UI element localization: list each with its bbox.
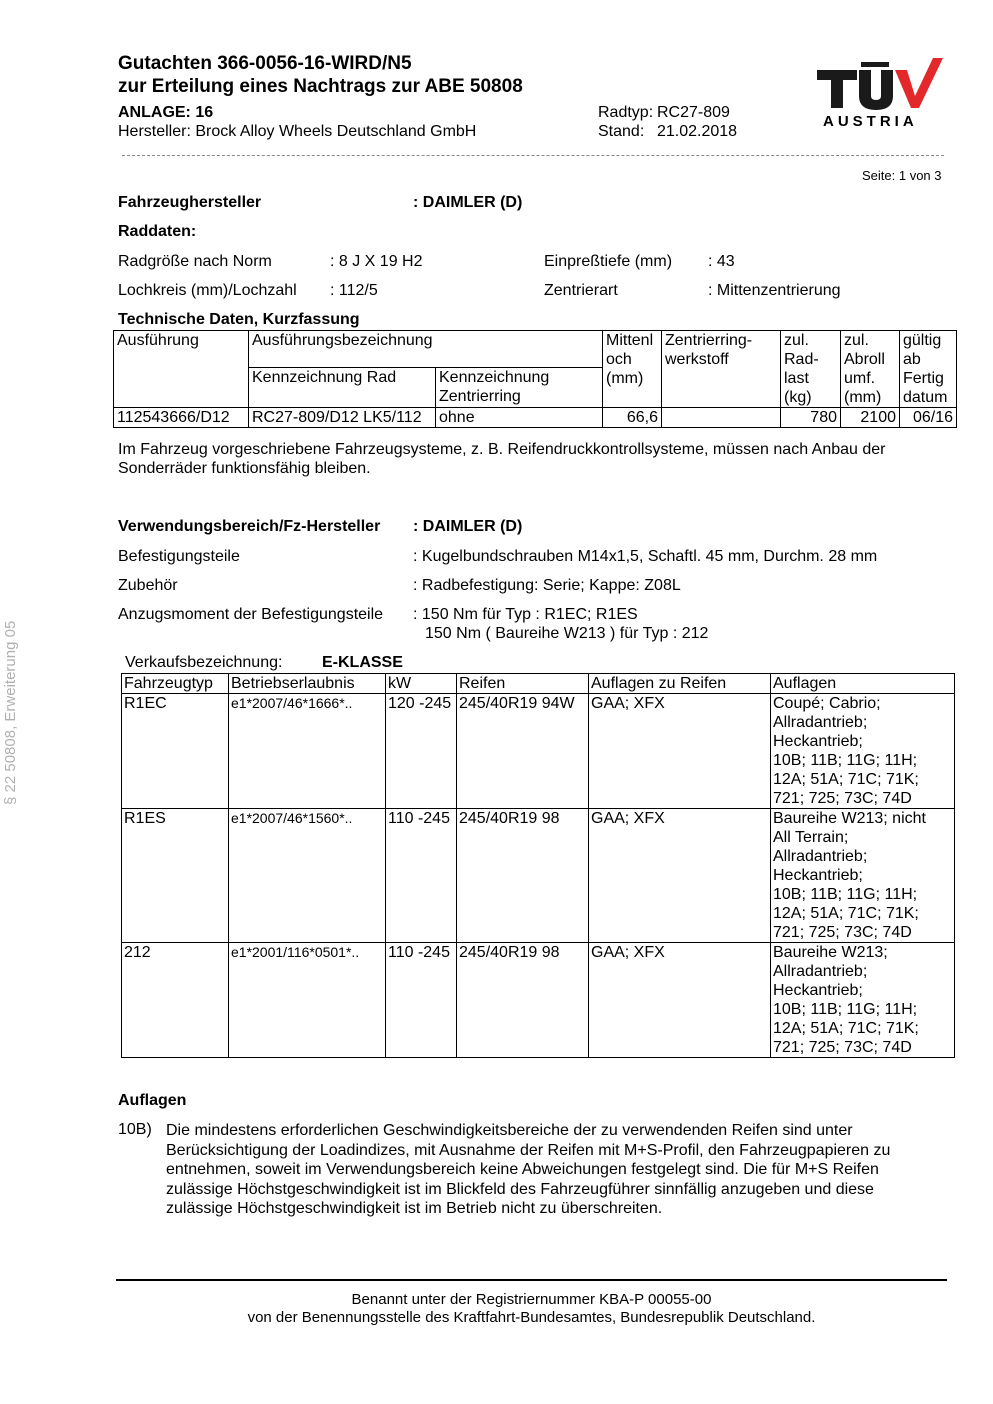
th-radlast-2: last (kg) [784,370,812,406]
cell-ausfuehrung: 112543666/D12 [114,408,249,428]
sales-table [121,673,955,1058]
page-number: Seite: 1 von 3 [862,168,942,183]
manufacturer-label: Fahrzeughersteller [118,194,262,211]
sc-be: e1*2007/46*1666*.. [229,694,386,809]
sc-be: e1*2007/46*1560*.. [229,809,386,943]
tech-heading: Technische Daten, Kurzfassung [118,311,360,328]
table-row [122,943,955,1058]
zubehoer-label: Zubehör [118,577,178,594]
zubehoer-value: : Radbefestigung: Serie; Kappe: Z08L [413,577,681,594]
lochkreis-value: : 112/5 [330,282,378,299]
sc-auf-reifen: GAA; XFX [589,943,771,1058]
manufacturer-value: : DAIMLER (D) [413,194,523,211]
cell-radlast: 780 [781,408,841,428]
tech-table [113,330,957,428]
th-zentrierring: Zentrierring- werkstoff [662,331,781,408]
sc-kw: 120 -245 [386,694,457,809]
th-kenn-zent: Kennzeichnung Zentrierring [436,368,603,408]
lochkreis-label: Lochkreis (mm)/Lochzahl [118,282,297,299]
th-bezeichnung: Ausführungsbezeichnung [249,331,603,368]
th-ausfuehrung: Ausführung [114,331,249,408]
notice-text: Im Fahrzeug vorgeschriebene Fahrzeugsysteme, z. B. Reifendruckkontrollsysteme, müssen nach Anbau der Sonderräder funktionsfähig bleiben. [118,441,886,477]
sc-reifen: 245/40R19 94W [457,694,589,809]
sc-auflagen: Coupé; Cabrio; Allradantrieb; Heckantrieb; 10B; 11B; 11G; 11H; 12A; 51A; 71C; 71K; 721; 725; 73C; 74D [771,694,955,809]
th-mittenloch-unit: (mm) [606,370,644,387]
sc-typ: 212 [122,943,229,1058]
sh-reifen: Reifen [457,674,589,694]
side-note: § 22 50808, Erweiterung 05 [2,620,19,805]
befestigung-value: : Kugelbundschrauben M14x1,5, Schaftl. 45 mm, Durchm. 28 mm [413,548,878,565]
sc-reifen: 245/40R19 98 [457,943,589,1058]
sales-label: Verkaufsbezeichnung: [125,654,283,671]
raddaten-label: Raddaten: [118,223,197,240]
table-row [114,408,957,428]
einpress-value: : 43 [708,253,735,270]
sc-auf-reifen: GAA; XFX [589,809,771,943]
auflagen-code: 10B) [118,1121,152,1138]
zentrier-label: Zentrierart [544,282,618,299]
stand-value: 21.02.2018 [657,123,738,140]
cell-abroll: 2100 [841,408,900,428]
sc-kw: 110 -245 [386,943,457,1058]
radtyp-value: RC27-809 [657,104,730,121]
th-mittenloch-text: Mittenl och [606,332,654,368]
th-gueltig-2: Fertig datum [903,370,948,406]
sc-auflagen: Baureihe W213; nicht All Terrain; Allradantrieb; Heckantrieb; 10B; 11B; 11G; 11H; 12A; 51A; 71C; 71K; 721; 725; 73C; 74D [771,809,955,943]
th-gueltig-1: gültig ab [903,332,942,368]
sales-header-row [122,674,955,694]
radgroesse-value: : 8 J X 19 H2 [330,253,423,270]
sh-kw: kW [386,674,457,694]
tuv-austria-logo [815,56,945,132]
cell-datum: 06/16 [900,408,957,428]
cell-kenn-zent: ohne [436,408,603,428]
th-radlast-1: zul. Rad- [784,332,819,368]
zentrier-value: : Mittenzentrierung [708,282,841,299]
footer-rule [116,1279,947,1281]
sc-auf-reifen: GAA; XFX [589,694,771,809]
th-abroll [841,331,900,408]
anlage-label: ANLAGE: 16 [118,104,214,121]
cell-mittenloch: 66,6 [603,408,662,428]
sh-auflagen: Auflagen [771,674,955,694]
th-mittenloch [603,331,662,408]
einpress-label: Einpreßtiefe (mm) [544,253,673,270]
table-row [122,694,955,809]
sh-auf-reifen: Auflagen zu Reifen [589,674,771,694]
sc-reifen: 245/40R19 98 [457,809,589,943]
usage-value: : DAIMLER (D) [413,518,523,535]
sh-typ: Fahrzeugtyp [122,674,229,694]
sc-kw: 110 -245 [386,809,457,943]
sc-typ: R1ES [122,809,229,943]
th-abroll-2: umf. (mm) [844,370,882,406]
sc-be: e1*2001/116*0501*.. [229,943,386,1058]
sales-value: E-KLASSE [322,654,403,671]
befestigung-label: Befestigungsteile [118,548,240,565]
auflagen-heading: Auflagen [118,1092,187,1109]
th-kenn-rad: Kennzeichnung Rad [249,368,436,408]
radtyp-label: Radtyp: [598,104,654,121]
header-divider [122,155,944,156]
document-subtitle: zur Erteilung eines Nachtrags zur ABE 50808 [118,76,523,97]
th-gueltig [900,331,957,408]
anzug-value-2: 150 Nm ( Baureihe W213 ) für Typ : 212 [425,625,709,642]
th-abroll-1: zul. Abroll [844,332,885,368]
anzug-value-1: : 150 Nm für Typ : R1EC; R1ES [413,606,638,623]
usage-label: Verwendungsbereich/Fz-Hersteller [118,518,381,535]
cell-zentrierring [662,408,781,428]
sh-be: Betriebserlaubnis [229,674,386,694]
stand-label: Stand: [598,123,645,140]
table-row [122,809,955,943]
radgroesse-label: Radgröße nach Norm [118,253,272,270]
anzug-label: Anzugsmoment der Befestigungsteile [118,606,384,623]
footer-line-2: von der Benennungsstelle des Kraftfahrt-Bundesamtes, Bundesrepublik Deutschland. [247,1309,816,1326]
auflagen-text: Die mindestens erforderlichen Geschwindigkeitsbereiche der zu verwendenden Reifen sind unter Berücksichtigung der Loadindizes, mit Ausnahme der Reifen mit M+S-Profil, den Fahrzeugpapieren zu entnehmen, soweit im Verwendungsbereich keine Abweichungen festgelegt sind. Die für M+S Reifen zulässige Höchstgeschwindigkeit ist im Blickfeld des Fahrzeugführer sinnfällig anzugeben und diese zulässige Höchstgeschwindigkeit ist im Betrieb nicht zu überschreiten. [166,1122,891,1217]
hersteller-text: Hersteller: Brock Alloy Wheels Deutschland GmbH [118,123,477,140]
cell-kenn-rad: RC27-809/D12 LK5/112 [249,408,436,428]
sc-typ: R1EC [122,694,229,809]
sc-auflagen: Baureihe W213; Allradantrieb; Heckantrieb; 10B; 11B; 11G; 11H; 12A; 51A; 71C; 71K; 721; 725; 73C; 74D [771,943,955,1058]
document-title: Gutachten 366-0056-16-WIRD/N5 [118,53,412,74]
logo-subtitle: AUSTRIA [823,113,918,130]
footer-line-1: Benannt unter der Registriernummer KBA-P 00055-00 [351,1291,712,1308]
th-radlast [781,331,841,408]
